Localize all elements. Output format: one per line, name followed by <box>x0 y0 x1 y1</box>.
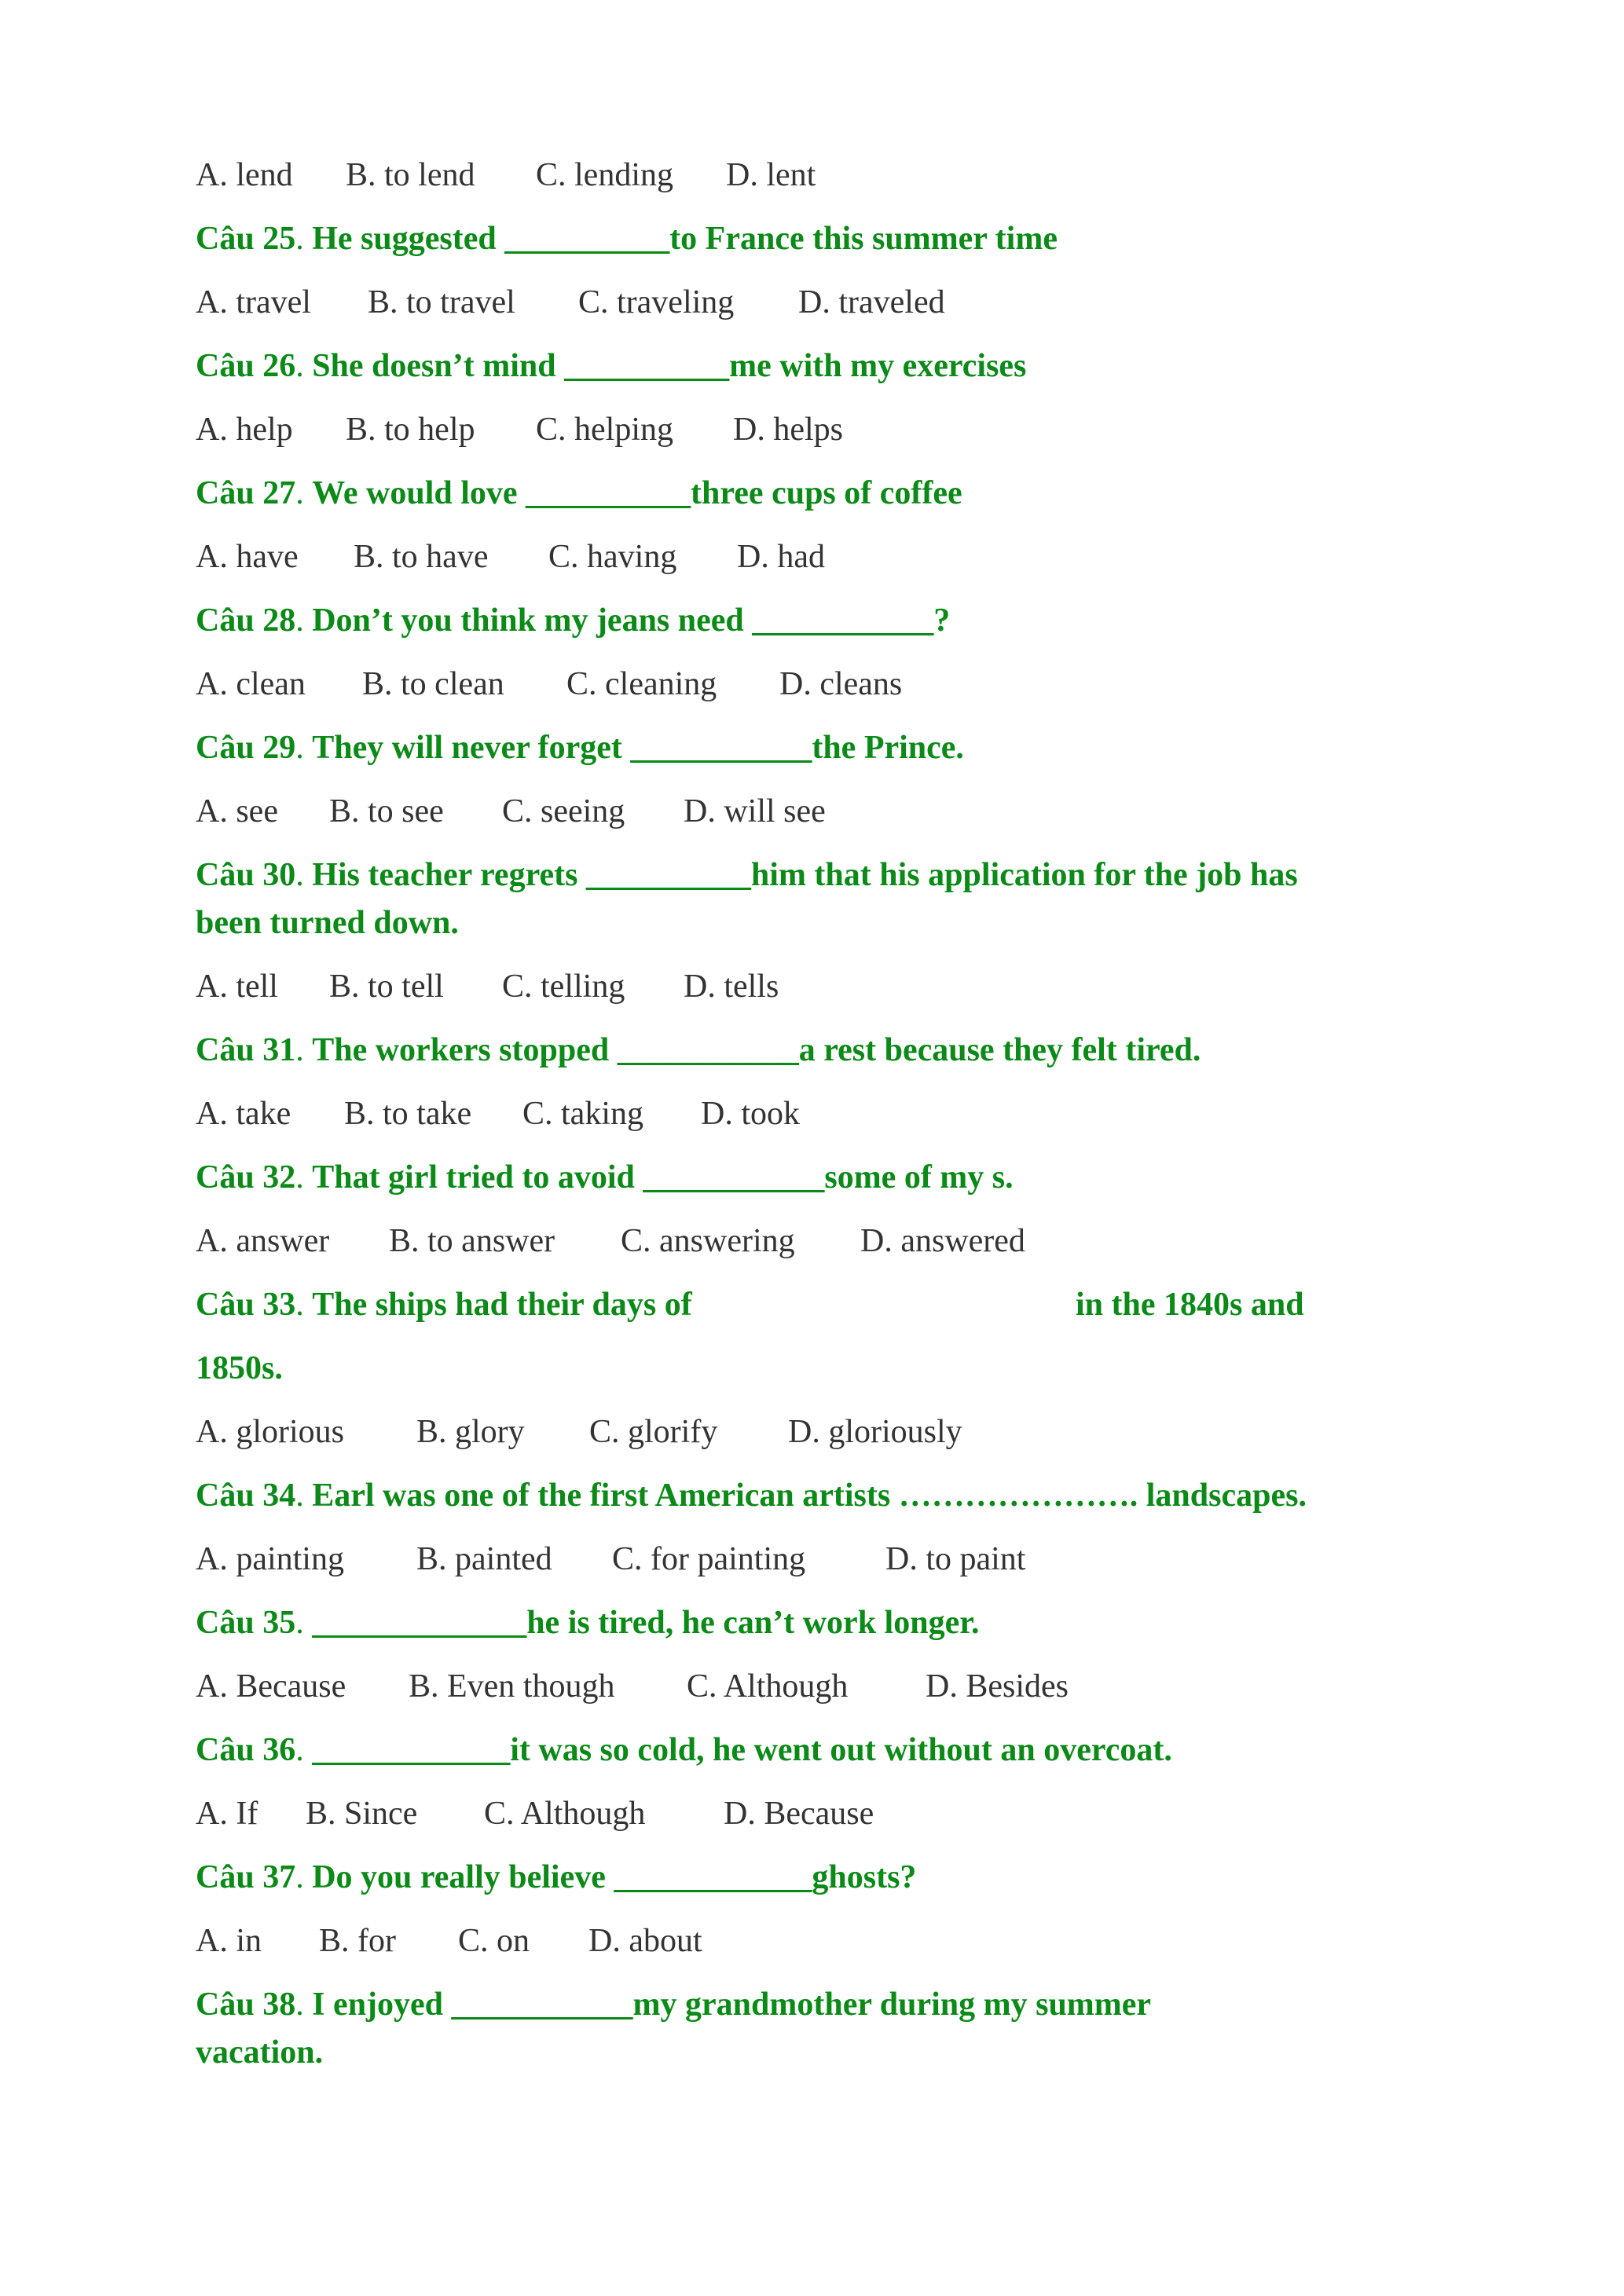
option-d: D. took <box>701 1096 800 1132</box>
question-text: been turned down. <box>196 905 459 941</box>
question-text: The ships had their days of <box>312 1287 692 1323</box>
question-text: That girl tried to avoid ___________some of my s. <box>312 1159 1014 1196</box>
question-text: We would love __________three cups of coffee <box>312 475 962 511</box>
option-c: C. on <box>458 1923 530 1959</box>
option-c: C. cleaning <box>566 666 717 702</box>
question-30: Câu 30. His teacher regrets __________him that his application for the job has <box>196 857 1298 893</box>
question-29: Câu 29. They will never forget ___________the Prince. <box>196 730 964 766</box>
question-26: Câu 26. She doesn’t mind __________me with my exercises <box>196 348 1027 384</box>
option-b: B. to take <box>344 1096 472 1132</box>
question-text: 1850s. <box>196 1350 283 1386</box>
question-text: They will never forget ___________the Prince. <box>312 730 964 766</box>
option-d: D. tells <box>684 969 779 1005</box>
option-d: D. gloriously <box>788 1414 962 1450</box>
option-c: C. taking <box>522 1096 643 1132</box>
option-a: A. in <box>196 1923 262 1959</box>
question-label: Câu 34 <box>196 1478 296 1514</box>
question-label: Câu 35 <box>196 1605 296 1641</box>
question-31: Câu 31. The workers stopped ___________a rest because they felt tired. <box>196 1032 1201 1068</box>
option-c: C. having <box>548 539 677 575</box>
option-d: D. helps <box>733 412 843 448</box>
option-d: D. about <box>588 1923 702 1959</box>
question-label: Câu 38 <box>196 1987 296 2023</box>
question-34: Câu 34. Earl was one of the first American artists …………………. landscapes. <box>196 1478 1307 1514</box>
question-28: Câu 28. Don’t you think my jeans need ___________? <box>196 602 951 639</box>
question-label: Câu 29 <box>196 730 296 766</box>
question-label: Câu 27 <box>196 475 296 511</box>
question-label: Câu 32 <box>196 1159 296 1196</box>
question-label: Câu 33 <box>196 1287 296 1323</box>
option-a: A. see <box>196 793 278 829</box>
option-d: D. Besides <box>926 1668 1069 1705</box>
option-c: C. seeing <box>502 793 625 829</box>
question-label: Câu 31 <box>196 1032 296 1068</box>
option-b: B. to tell <box>329 969 444 1005</box>
question-label: Câu 37 <box>196 1859 296 1895</box>
question-label: Câu 30 <box>196 857 296 893</box>
question-27: Câu 27. We would love __________three cups of coffee <box>196 475 962 511</box>
question-37: Câu 37. Do you really believe ____________ghosts? <box>196 1859 917 1895</box>
question-label: Câu 36 <box>196 1732 296 1768</box>
option-a: A. answer <box>196 1223 330 1259</box>
option-b: B. Since <box>306 1796 418 1832</box>
question-text: I enjoyed ___________my grandmother during my summer <box>312 1987 1152 2023</box>
question-text: Do you really believe ____________ghosts? <box>312 1859 917 1895</box>
option-c: C. helping <box>536 412 673 448</box>
option-d: D. answered <box>860 1223 1025 1259</box>
question-32: Câu 32. That girl tried to avoid ___________some of my s. <box>196 1159 1014 1196</box>
option-b: B. to answer <box>389 1223 555 1259</box>
question-text: His teacher regrets __________him that his application for the job has <box>312 857 1298 893</box>
option-a: A. take <box>196 1096 291 1132</box>
question-text: _____________he is tired, he can’t work longer. <box>312 1605 980 1641</box>
option-c: C. for painting <box>612 1541 806 1577</box>
question-text: Don’t you think my jeans need ___________? <box>312 602 951 639</box>
question-35: Câu 35. _____________he is tired, he can’t work longer. <box>196 1605 980 1641</box>
question-33: Câu 33. The ships had their days of <box>196 1287 692 1323</box>
option-b: B. to lend <box>346 157 475 193</box>
option-b: B. glory <box>416 1414 525 1450</box>
option-d: D. cleans <box>779 666 903 702</box>
option-c: C. answering <box>621 1223 795 1259</box>
question-text: The workers stopped ___________a rest because they felt tired. <box>312 1032 1201 1068</box>
option-d: D. will see <box>684 793 826 829</box>
question-38: Câu 38. I enjoyed ___________my grandmother during my summer <box>196 1987 1152 2023</box>
option-c: C. traveling <box>578 284 735 320</box>
option-a: A. Because <box>196 1668 346 1705</box>
question-33-right-part <box>1076 1285 1304 1324</box>
option-a: A. painting <box>196 1541 344 1577</box>
option-b: B. for <box>319 1923 396 1959</box>
option-b: B. to travel <box>368 284 515 320</box>
option-c: C. Although <box>484 1796 646 1832</box>
option-b: B. to help <box>346 412 475 448</box>
option-b: B. painted <box>416 1541 552 1577</box>
option-a: A. tell <box>196 969 278 1005</box>
option-c: C. lending <box>536 157 673 193</box>
option-b: B. to have <box>354 539 489 575</box>
question-text: ____________it was so cold, he went out without an overcoat. <box>312 1732 1172 1768</box>
option-b: B. to see <box>329 793 444 829</box>
question-label: Câu 26 <box>196 348 296 384</box>
option-a: A. travel <box>196 284 311 320</box>
option-b: B. Even though <box>409 1668 615 1705</box>
option-c: C. Although <box>687 1668 849 1705</box>
question-label: Câu 25 <box>196 221 296 257</box>
option-a: A. have <box>196 539 299 575</box>
question-38-continued <box>196 2033 323 2072</box>
option-a: A. clean <box>196 666 306 702</box>
question-label: Câu 28 <box>196 602 296 639</box>
option-d: D. to paint <box>885 1541 1026 1577</box>
option-d: D. traveled <box>798 284 945 320</box>
option-d: D. had <box>737 539 825 575</box>
question-text: vacation. <box>196 2034 324 2071</box>
question-text: Earl was one of the first American artists …………………. landscapes. <box>312 1478 1307 1514</box>
question-text: in the 1840s and <box>1076 1287 1304 1323</box>
question-30-continued <box>196 903 459 943</box>
question-36: Câu 36. ____________it was so cold, he went out without an overcoat. <box>196 1732 1172 1768</box>
option-d: D. Because <box>724 1796 874 1832</box>
option-a: A. help <box>196 412 293 448</box>
option-c: C. glorify <box>589 1414 718 1450</box>
question-33-continued <box>196 1349 283 1388</box>
option-a: A. lend <box>196 157 293 193</box>
question-text: He suggested __________to France this summer time <box>312 221 1058 257</box>
question-25: Câu 25. He suggested __________to France this summer time <box>196 221 1058 257</box>
option-a: A. glorious <box>196 1414 344 1450</box>
option-d: D. lent <box>726 157 816 193</box>
option-c: C. telling <box>502 969 625 1005</box>
question-text: She doesn’t mind __________me with my exercises <box>312 348 1027 384</box>
option-b: B. to clean <box>362 666 504 702</box>
option-a: A. If <box>196 1796 258 1832</box>
